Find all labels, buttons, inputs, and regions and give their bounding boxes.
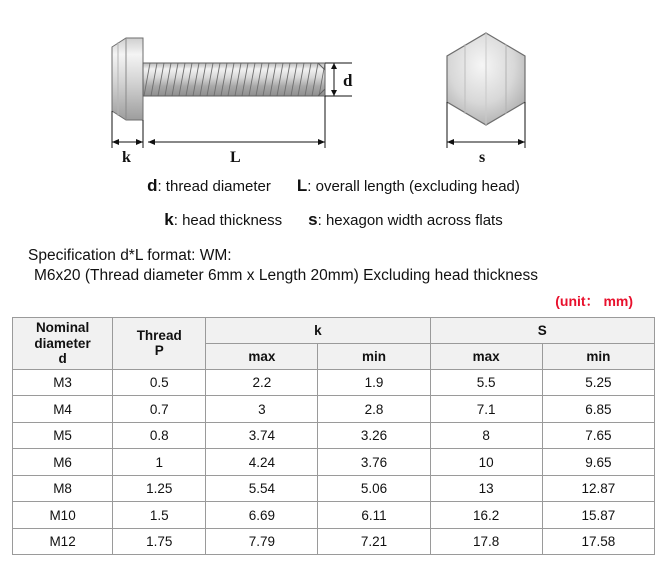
- cell-pitch: 1: [113, 449, 206, 476]
- cell-nominal: M10: [13, 502, 113, 529]
- legend: [0, 176, 667, 230]
- table-row: [13, 475, 655, 502]
- legend-symbol-k: k: [164, 210, 174, 229]
- cell-k-max: 3: [206, 396, 318, 423]
- unit-note: (unit： mm): [555, 292, 633, 309]
- cell-k-max: 5.54: [206, 475, 318, 502]
- bolt-diagram: [0, 0, 667, 170]
- table-row: [13, 502, 655, 529]
- cell-nominal: M8: [13, 475, 113, 502]
- legend-text-d: : thread diameter: [157, 178, 271, 195]
- label-k: k: [122, 149, 131, 166]
- header-thread-sub: P: [154, 343, 164, 359]
- header-s: S: [430, 317, 654, 343]
- legend-item-s: [308, 210, 503, 230]
- table-header-row-1: [13, 317, 655, 343]
- cell-nominal: M6: [13, 449, 113, 476]
- specification-note: [0, 244, 667, 287]
- cell-k-min: 1.9: [318, 369, 430, 396]
- table-row: [13, 449, 655, 476]
- cell-s-max: 8: [430, 422, 542, 449]
- cell-k-max: 7.79: [206, 528, 318, 555]
- header-nominal-sub: d: [58, 351, 67, 367]
- legend-row-1: [30, 176, 637, 196]
- cell-s-min: 15.87: [542, 502, 654, 529]
- label-s: s: [479, 149, 486, 166]
- header-k-max: max: [206, 343, 318, 369]
- cell-s-min: 9.65: [542, 449, 654, 476]
- header-s-min: min: [542, 343, 654, 369]
- cell-pitch: 0.7: [113, 396, 206, 423]
- cell-pitch: 1.5: [113, 502, 206, 529]
- cell-k-min: 6.11: [318, 502, 430, 529]
- cell-nominal: M4: [13, 396, 113, 423]
- cell-pitch: 1.25: [113, 475, 206, 502]
- header-s-max: max: [430, 343, 542, 369]
- dimensions-table-wrap: [0, 317, 667, 556]
- cell-s-max: 16.2: [430, 502, 542, 529]
- cell-nominal: M5: [13, 422, 113, 449]
- header-nominal-diameter: [13, 317, 113, 369]
- cell-k-max: 2.2: [206, 369, 318, 396]
- spec-line-1: Specification d*L format: WM:: [28, 247, 232, 264]
- header-k: k: [206, 317, 430, 343]
- cell-s-min: 6.85: [542, 396, 654, 423]
- legend-item-k: [164, 210, 282, 230]
- cell-nominal: M3: [13, 369, 113, 396]
- cell-s-min: 5.25: [542, 369, 654, 396]
- table-row: [13, 369, 655, 396]
- cell-k-min: 7.21: [318, 528, 430, 555]
- cell-k-max: 6.69: [206, 502, 318, 529]
- header-k-min: min: [318, 343, 430, 369]
- header-thread-label: Thread: [136, 327, 182, 343]
- label-d: d: [343, 71, 353, 90]
- dimensions-table: [12, 317, 655, 556]
- table-row: [13, 528, 655, 555]
- dimension-L: [148, 96, 325, 148]
- cell-k-min: 3.26: [318, 422, 430, 449]
- cell-pitch: 0.5: [113, 369, 206, 396]
- legend-item-d: [147, 176, 271, 196]
- legend-symbol-L: L: [296, 176, 308, 195]
- bolt-thread-shaft: [143, 63, 325, 96]
- cell-k-min: 2.8: [318, 396, 430, 423]
- label-L: L: [230, 149, 241, 166]
- legend-text-k: : head thickness: [173, 212, 283, 229]
- legend-row-2: [30, 210, 637, 230]
- legend-symbol-s: s: [308, 210, 318, 229]
- legend-symbol-d: d: [147, 176, 158, 195]
- cell-s-max: 10: [430, 449, 542, 476]
- cell-k-max: 3.74: [206, 422, 318, 449]
- dimensions-table-body: [13, 369, 655, 555]
- bolt-head-side: [112, 38, 143, 120]
- cell-k-min: 5.06: [318, 475, 430, 502]
- bolt-head-end-view: [447, 33, 525, 125]
- cell-s-max: 17.8: [430, 528, 542, 555]
- spec-line-2: M6x20 (Thread diameter 6mm x Length 20mm) Excluding head thickness: [34, 267, 538, 285]
- cell-s-min: 7.65: [542, 422, 654, 449]
- cell-s-min: 12.87: [542, 475, 654, 502]
- cell-k-max: 4.24: [206, 449, 318, 476]
- cell-s-min: 17.58: [542, 528, 654, 555]
- legend-item-L: [297, 176, 520, 196]
- header-thread-pitch: [113, 317, 206, 369]
- cell-s-max: 5.5: [430, 369, 542, 396]
- table-row: [13, 422, 655, 449]
- cell-pitch: 0.8: [113, 422, 206, 449]
- cell-s-max: 7.1: [430, 396, 542, 423]
- table-row: [13, 396, 655, 423]
- cell-s-max: 13: [430, 475, 542, 502]
- cell-k-min: 3.76: [318, 449, 430, 476]
- cell-nominal: M12: [13, 528, 113, 555]
- legend-text-L: : overall length (excluding head): [307, 178, 520, 195]
- header-nominal-label: Nominal diameter: [34, 320, 91, 351]
- legend-text-s: : hexagon width across flats: [317, 212, 503, 229]
- cell-pitch: 1.75: [113, 528, 206, 555]
